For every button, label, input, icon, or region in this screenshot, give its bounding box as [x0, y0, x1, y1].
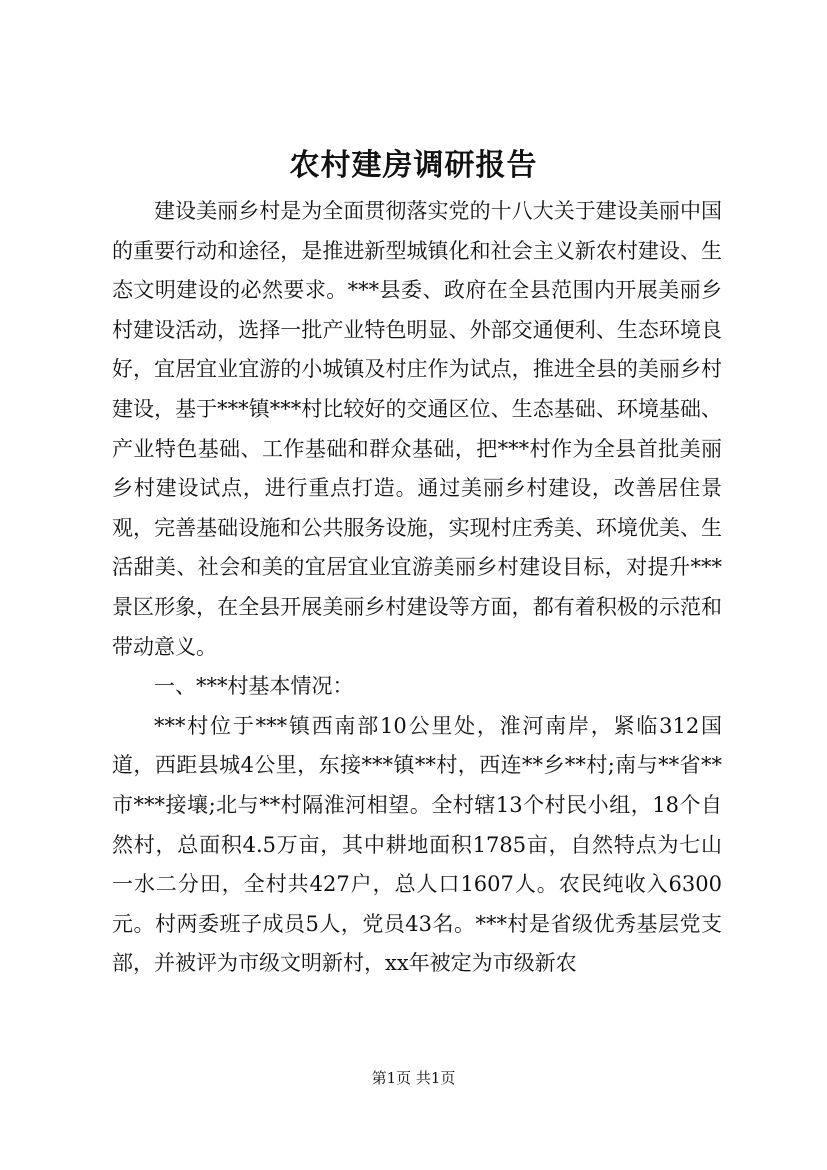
document-title: 农村建房调研报告 [289, 148, 538, 183]
document-body [112, 192, 722, 984]
section-heading-basic-info: 一、***村基本情况： [154, 674, 354, 699]
paragraph-basic-info: ***村位于***镇西南部10公里处，淮河南岸，紧临312国道，西距县城4公里，东接***镇**村，西连**乡**村;南与**省**市***接壤;北与**村隔淮河相望。全村辖13个村民小组，18个自然村，总面积4.5万亩，其中耕地面积1785亩，自然特点为七山一水二分田，全村共427户，总人口1607人。农民纯收入6300元。村两委班子成员5人，党员43名。***村是省级优秀基层党支部，并被评为市级文明新村，xx年被定为市级新农 [112, 713, 722, 976]
page-footer: 第1页 共1页 [371, 1069, 456, 1087]
paragraph-intro: 建设美丽乡村是为全面贯彻落实党的十八大关于建设美丽中国的重要行动和途径，是推进新型城镇化和社会主义新农村建设、生态文明建设的必然要求。***县委、政府在全县范围内开展美丽乡村建设活动，选择一批产业特色明显、外部交通便利、生态环境良好，宜居宜业宜游的小城镇及村庄作为试点，推进全县的美丽乡村建设，基于***镇***村比较好的交通区位、生态基础、环境基础、产业特色基础、工作基础和群众基础，把***村作为全县首批美丽乡村建设试点，进行重点打造。通过美丽乡村建设，改善居住景观，完善基础设施和公共服务设施，实现村庄秀美、环境优美、生活甜美、社会和美的宜居宜业宜游美丽乡村建设目标，对提升***景区形象，在全县开展美丽乡村建设等方面，都有着积极的示范和带动意义。 [112, 199, 722, 659]
